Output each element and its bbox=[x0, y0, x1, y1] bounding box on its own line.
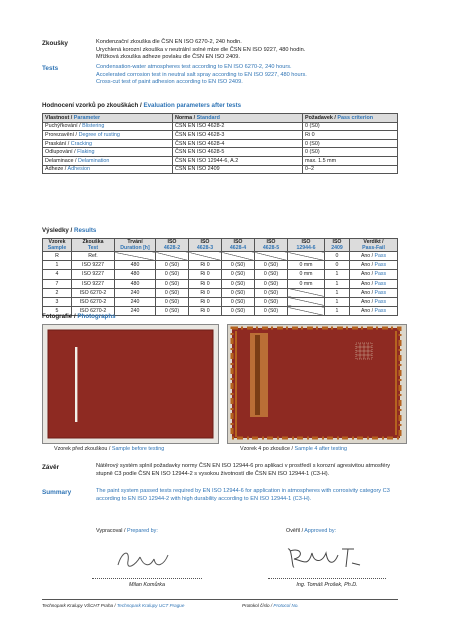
rusting-cell: Ri 0 bbox=[189, 297, 222, 306]
blistering-cell bbox=[156, 252, 189, 261]
cracking-cell: 0 (S0) bbox=[222, 261, 255, 270]
test-cell: Ref. bbox=[72, 252, 115, 261]
adhesion-cell: 1 bbox=[325, 288, 350, 297]
footer-institution: Technopark Kralupy VŠCHT Praha / Technopark Kralupy UCT Prague bbox=[42, 603, 185, 608]
tests-line-1-cz: Kondenzační zkouška dle ČSN EN ISO 6270-2, 240 hodin. bbox=[96, 39, 242, 45]
preparer-signature bbox=[110, 543, 180, 575]
results-heading bbox=[42, 227, 96, 234]
duration-cell: 480 bbox=[115, 261, 156, 270]
duration-cell: 480 bbox=[115, 279, 156, 288]
blistering-cell: 0 (S0) bbox=[156, 297, 189, 306]
page-footer bbox=[42, 599, 398, 608]
table-row bbox=[43, 122, 398, 131]
delamination-cell bbox=[288, 288, 325, 297]
signature-stroke bbox=[288, 549, 360, 567]
results-heading-en: Results bbox=[74, 227, 97, 234]
photo-sample-before bbox=[42, 324, 219, 444]
table-row bbox=[43, 139, 398, 148]
evaluation-heading-cz: Hodnocení vzorků po zkouškách / bbox=[42, 102, 144, 109]
header-test: Zkouška Test bbox=[72, 239, 115, 252]
header-verdict: Verdikt / Pass-Fail bbox=[350, 239, 398, 252]
sample-cell: 4 bbox=[43, 270, 72, 279]
criterion-cell: max. 1.5 mm bbox=[303, 156, 398, 165]
parameter-cell: Praskání / Cracking bbox=[43, 139, 173, 148]
standard-cell: ČSN EN ISO 4628-4 bbox=[173, 139, 303, 148]
table-row bbox=[43, 252, 398, 261]
table-row bbox=[43, 261, 398, 270]
duration-cell: 240 bbox=[115, 297, 156, 306]
conclusion-label-cz: Závěr bbox=[42, 464, 60, 471]
sample-cell: 5 bbox=[43, 307, 72, 316]
approver-name: Ing. Tomáš Prošek, Ph.D. bbox=[296, 582, 358, 588]
criterion-cell: 0 (S0) bbox=[303, 139, 398, 148]
parameter-cell: Prorezavění / Degree of rusting bbox=[43, 131, 173, 140]
table-row bbox=[43, 156, 398, 165]
header-iso-4628-2: ISO 4628-2 bbox=[156, 239, 189, 252]
verdict-cell: Ano / Pass bbox=[350, 270, 398, 279]
parameter-cell: Delaminace / Delamination bbox=[43, 156, 173, 165]
adhesion-cell: 0 bbox=[325, 252, 350, 261]
standard-cell: ČSN EN ISO 12944-6, A.2 bbox=[173, 156, 303, 165]
table-row bbox=[43, 297, 398, 306]
header-iso-12944-6: ISO 12944-6 bbox=[288, 239, 325, 252]
standard-cell: ČSN EN ISO 4628-3 bbox=[173, 131, 303, 140]
test-cell: ISO 9227 bbox=[72, 270, 115, 279]
conclusion-text-cz: Nátěrový systém splnil požadavky normy ČSN EN ISO 12944-6 pro aplikaci v prostředí s korozní agresivitou atmosféry stupně C3 podle ČSN EN ISO 12944-2 s vysokou životností dle ČSN EN ISO 12944-1 (C3-H). bbox=[96, 463, 391, 477]
flaking-cell: 0 (S0) bbox=[255, 279, 288, 288]
cracking-cell: 0 (S0) bbox=[222, 270, 255, 279]
verdict-cell: Ano / Pass bbox=[350, 261, 398, 270]
footer-protocol: Protokol číslo / Protocol No. bbox=[242, 603, 299, 608]
caption-before: Vzorek před zkouškou / Sample before testing bbox=[54, 446, 165, 452]
photos-heading-en: Photographs bbox=[77, 313, 116, 320]
caption-after: Vzorek 4 po zkoušce / Sample 4 after testing bbox=[240, 446, 347, 452]
table-row bbox=[43, 279, 398, 288]
flaking-cell: 0 (S0) bbox=[255, 270, 288, 279]
results-heading-cz: Výsledky / bbox=[42, 227, 74, 234]
adhesion-cell: 1 bbox=[325, 307, 350, 316]
panel-before-image bbox=[43, 325, 218, 443]
blistering-cell: 0 (S0) bbox=[156, 288, 189, 297]
preparer-name: Milan Komůrka bbox=[129, 582, 165, 588]
rusting-cell: Ri 0 bbox=[189, 307, 222, 316]
verdict-cell: Ano / Pass bbox=[350, 297, 398, 306]
blistering-cell: 0 (S0) bbox=[156, 261, 189, 270]
rusting-cell bbox=[189, 252, 222, 261]
cracking-cell: 0 (S0) bbox=[222, 288, 255, 297]
parameter-cell: Adheze / Adhesion bbox=[43, 165, 173, 174]
criterion-cell: 0–2 bbox=[303, 165, 398, 174]
sample-cell: 1 bbox=[43, 261, 72, 270]
header-criterion: Požadavek / Pass criterion bbox=[303, 114, 398, 123]
tests-line-2-en: Accelerated corrosion test in neutral salt spray according to EN ISO 9227, 480 hours. bbox=[96, 71, 307, 78]
tests-line-3-en: Cross-cut test of paint adhesion according to EN ISO 2409. bbox=[96, 79, 243, 86]
sample-cell: R bbox=[43, 252, 72, 261]
tests-label-cz: Zkoušky bbox=[42, 40, 68, 47]
cracking-cell bbox=[222, 252, 255, 261]
rusting-cell: Ri 0 bbox=[189, 261, 222, 270]
panel-after-image bbox=[228, 325, 406, 443]
flaking-cell bbox=[255, 252, 288, 261]
flaking-cell: 0 (S0) bbox=[255, 297, 288, 306]
header-parameter: Vlastnost / Parameter bbox=[43, 114, 173, 123]
approver-signature bbox=[282, 541, 372, 573]
criterion-cell: Ri 0 bbox=[303, 131, 398, 140]
blistering-cell: 0 (S0) bbox=[156, 279, 189, 288]
conclusion-text-en: The paint system passed tests required by EN ISO 12944-6 for application in atmospheres with corrosivity category C3 according to EN ISO 12944-2 with high durability according to EN ISO 12944-1 (C3-H). bbox=[96, 488, 390, 502]
cracking-cell: 0 (S0) bbox=[222, 307, 255, 316]
duration-cell: 240 bbox=[115, 307, 156, 316]
adhesion-cell: 1 bbox=[325, 297, 350, 306]
conclusion-label-en: Summary bbox=[42, 489, 72, 496]
prepared-by-label: Vypracoval / Prepared by: bbox=[96, 528, 158, 534]
sample-cell: 7 bbox=[43, 279, 72, 288]
header-iso-4628-3: ISO 4628-3 bbox=[189, 239, 222, 252]
evaluation-heading bbox=[42, 102, 241, 109]
adhesion-cell: 1 bbox=[325, 279, 350, 288]
delamination-cell: 0 mm bbox=[288, 261, 325, 270]
delamination-cell bbox=[288, 297, 325, 306]
red-panel bbox=[48, 330, 213, 438]
parameter-cell: Puchýřkování / Blistering bbox=[43, 122, 173, 131]
evaluation-heading-en: Evaluation parameters after tests bbox=[143, 102, 242, 109]
blistering-cell: 0 (S0) bbox=[156, 307, 189, 316]
test-cell: ISO 9227 bbox=[72, 261, 115, 270]
approver-signature-line bbox=[268, 578, 386, 579]
adhesion-cell: 0 bbox=[325, 261, 350, 270]
sample-cell: 2 bbox=[43, 288, 72, 297]
test-cell: ISO 6270-2 bbox=[72, 297, 115, 306]
adhesion-cell: 1 bbox=[325, 270, 350, 279]
standard-cell: ČSN EN ISO 4628-2 bbox=[173, 122, 303, 131]
rusting-cell: Ri 0 bbox=[189, 270, 222, 279]
approved-by-label: Ověřil / Approved by: bbox=[286, 528, 337, 534]
photos-heading bbox=[42, 313, 116, 320]
flaking-cell: 0 (S0) bbox=[255, 261, 288, 270]
test-cell: ISO 6270-2 bbox=[72, 307, 115, 316]
duration-cell: 480 bbox=[115, 270, 156, 279]
scribe-corrosion bbox=[255, 335, 260, 415]
table-row bbox=[43, 288, 398, 297]
tests-lines-en bbox=[96, 64, 307, 87]
verdict-cell: Ano / Pass bbox=[350, 252, 398, 261]
delamination-cell bbox=[288, 252, 325, 261]
results-table bbox=[42, 238, 398, 316]
verdict-cell: Ano / Pass bbox=[350, 307, 398, 316]
tests-line-2-cz: Urychlená korozní zkouška v neutrální solné mlze dle ČSN EN ISO 9227, 480 hodin. bbox=[96, 46, 306, 53]
blistering-cell: 0 (S0) bbox=[156, 270, 189, 279]
delamination-cell bbox=[288, 307, 325, 316]
tests-line-3-cz: Mřížková zkouška adheze povlaku dle ČSN EN ISO 2409. bbox=[96, 54, 240, 61]
cracking-cell: 0 (S0) bbox=[222, 279, 255, 288]
standard-cell: ČSN EN ISO 2409 bbox=[173, 165, 303, 174]
flaking-cell: 0 (S0) bbox=[255, 288, 288, 297]
standard-cell: ČSN EN ISO 4628-5 bbox=[173, 148, 303, 157]
table-row bbox=[43, 131, 398, 140]
verdict-cell: Ano / Pass bbox=[350, 279, 398, 288]
evaluation-header-row bbox=[43, 114, 398, 123]
table-row bbox=[43, 270, 398, 279]
delamination-cell: 0 mm bbox=[288, 279, 325, 288]
parameter-cell: Odlupování / Flaking bbox=[43, 148, 173, 157]
criterion-cell: 0 (S0) bbox=[303, 148, 398, 157]
rusting-cell: Ri 0 bbox=[189, 279, 222, 288]
sample-cell: 3 bbox=[43, 297, 72, 306]
table-row bbox=[43, 148, 398, 157]
tests-lines-cz bbox=[96, 39, 305, 62]
criterion-cell: 0 (S0) bbox=[303, 122, 398, 131]
header-standard: Norma / Standard bbox=[173, 114, 303, 123]
duration-cell: 240 bbox=[115, 288, 156, 297]
rusting-cell: Ri 0 bbox=[189, 288, 222, 297]
header-duration: Trvání Duration [h] bbox=[115, 239, 156, 252]
signature-stroke bbox=[118, 553, 168, 566]
photos-heading-cz: Fotografie / bbox=[42, 313, 78, 320]
header-sample: Vzorek Sample bbox=[43, 239, 72, 252]
test-cell: ISO 9227 bbox=[72, 279, 115, 288]
photo-sample-after bbox=[227, 324, 407, 444]
header-iso-2409: ISO 2409 bbox=[325, 239, 350, 252]
evaluation-table bbox=[42, 113, 398, 174]
delamination-cell: 0 mm bbox=[288, 270, 325, 279]
preparer-signature-line bbox=[92, 578, 202, 579]
cracking-cell: 0 (S0) bbox=[222, 297, 255, 306]
test-cell: ISO 6270-2 bbox=[72, 288, 115, 297]
flaking-cell: 0 (S0) bbox=[255, 307, 288, 316]
header-iso-4628-5: ISO 4628-5 bbox=[255, 239, 288, 252]
tests-label-en: Tests bbox=[42, 65, 59, 72]
verdict-cell: Ano / Pass bbox=[350, 288, 398, 297]
duration-cell bbox=[115, 252, 156, 261]
tests-line-1-en: Condensation-water atmospheres test according to EN ISO 6270-2, 240 hours. bbox=[96, 64, 292, 70]
header-iso-4628-4: ISO 4628-4 bbox=[222, 239, 255, 252]
table-row bbox=[43, 165, 398, 174]
results-header-row bbox=[43, 239, 398, 252]
scribe-mark bbox=[75, 347, 77, 422]
